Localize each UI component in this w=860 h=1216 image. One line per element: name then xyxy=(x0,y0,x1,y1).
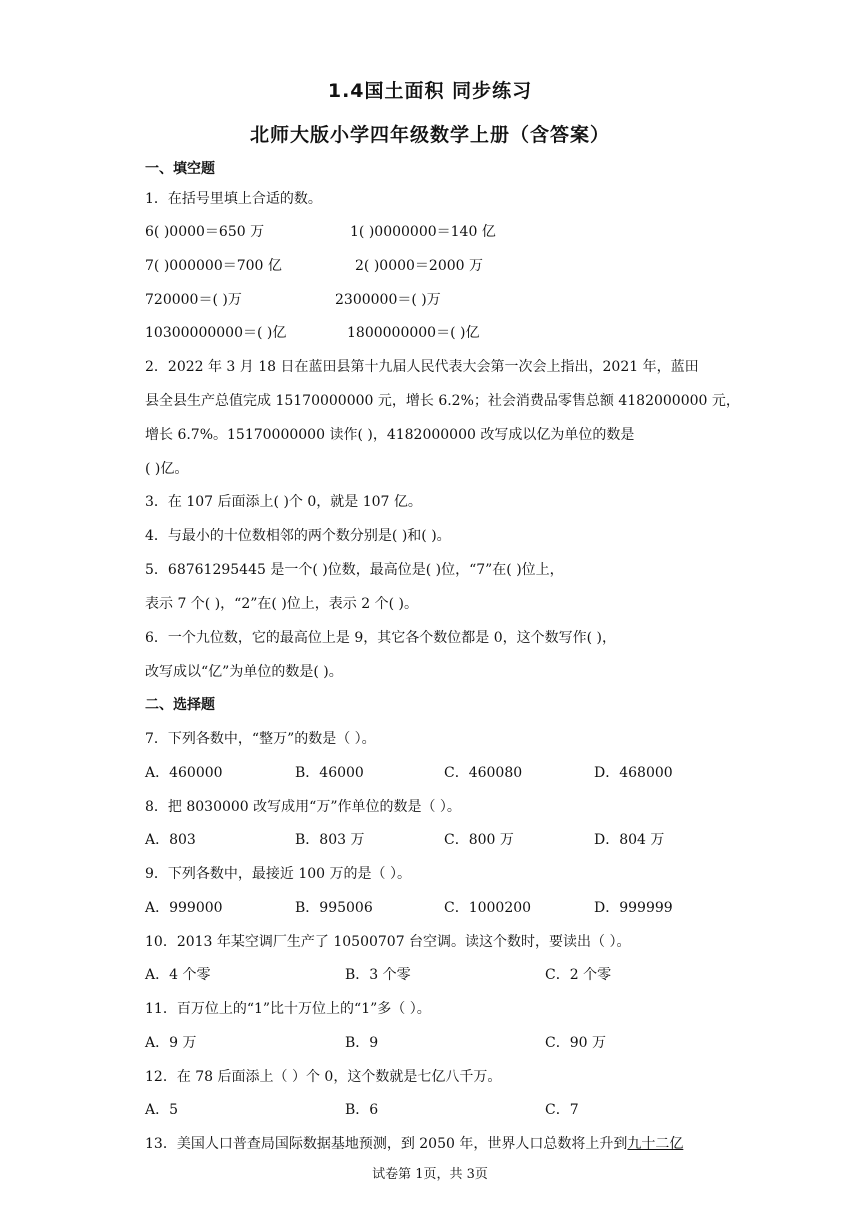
question-11: 11．百万位上的“1”比十万位上的“1”多（ ）。 xyxy=(145,1001,431,1017)
q7-option-a: A．460000 xyxy=(145,765,223,781)
q8-option-b: B．803 万 xyxy=(295,832,365,848)
q1-item: 2( )0000＝2000 万 xyxy=(355,258,483,274)
q8-option-d: D．804 万 xyxy=(594,832,665,848)
question-1: 1．在括号里填上合适的数。 xyxy=(145,191,322,207)
q7-option-d: D．468000 xyxy=(594,765,673,781)
q10-option-a: A．4 个零 xyxy=(145,967,211,983)
question-9: 9．下列各数中，最接近 100 万的是（ ）。 xyxy=(145,866,411,882)
question-2-line: ( )亿。 xyxy=(145,461,189,477)
q12-option-a: A．5 xyxy=(145,1102,179,1118)
q11-option-c: C．90 万 xyxy=(545,1035,606,1051)
q9-option-d: D．999999 xyxy=(594,900,673,916)
q9-option-c: C．1000200 xyxy=(444,900,532,916)
q1-item: 2300000＝( )万 xyxy=(335,292,441,308)
question-6-line: 6．一个九位数，它的最高位上是 9，其它各个数位都是 0，这个数写作( )， xyxy=(145,630,616,646)
question-10: 10．2013 年某空调厂生产了 10500707 台空调。读这个数时，要读出（ ）。 xyxy=(145,934,631,950)
q11-option-b: B．9 xyxy=(345,1035,379,1051)
question-8: 8．把 8030000 改写成用“万”作单位的数是（ ）。 xyxy=(145,799,461,815)
q1-item: 1800000000＝( )亿 xyxy=(347,325,480,341)
question-7: 7．下列各数中，“整万”的数是（ ）。 xyxy=(145,731,376,747)
q10-option-b: B．3 个零 xyxy=(345,967,411,983)
q1-item: 7( )000000＝700 亿 xyxy=(145,258,282,274)
q7-option-c: C．460080 xyxy=(444,765,523,781)
section-heading-choice: 二、选择题 xyxy=(145,697,215,713)
question-2-line: 增长 6.7%。15170000000 读作( )，4182000000 改写成以亿为单位的数是 xyxy=(145,427,635,443)
q1-item: 720000＝( )万 xyxy=(145,292,242,308)
question-2-line: 县全县生产总值完成 15170000000 元，增长 6.2%；社会消费品零售总额 4182000000 元， xyxy=(145,393,740,409)
page-subtitle: 北师大版小学四年级数学上册（含答案） xyxy=(249,124,610,146)
question-3: 3．在 107 后面添上( )个 0，就是 107 亿。 xyxy=(145,494,422,510)
question-5-line: 5．68761295445 是一个( )位数，最高位是( )位，“7”在( )位上， xyxy=(145,562,564,578)
q8-option-c: C．800 万 xyxy=(444,832,514,848)
q12-option-b: B．6 xyxy=(345,1102,379,1118)
question-6-line: 改写成以“亿”为单位的数是( )。 xyxy=(145,664,343,680)
question-13 xyxy=(145,1133,715,1153)
q11-option-a: A．9 万 xyxy=(145,1035,197,1051)
q7-option-b: B．46000 xyxy=(295,765,364,781)
question-13-underlined: 九十二亿 xyxy=(627,1136,684,1152)
question-5-line: 表示 7 个( )，“2”在( )位上，表示 2 个( )。 xyxy=(145,596,418,612)
q9-option-a: A．999000 xyxy=(145,900,223,916)
q12-option-c: C．7 xyxy=(545,1102,579,1118)
page-footer: 试卷第 1页，共 3页 xyxy=(372,1167,488,1182)
section-heading-fill: 一、填空题 xyxy=(145,161,215,177)
question-13-text: 13．美国人口普查局国际数据基地预测，到 2050 年，世界人口总数将上升到 xyxy=(145,1136,628,1152)
question-2-line: 2．2022 年 3 月 18 日在蓝田县第十九届人民代表大会第一次会上指出，2021 年，蓝田 xyxy=(145,359,699,375)
q1-item: 6( )0000＝650 万 xyxy=(145,224,265,240)
q8-option-a: A．803 xyxy=(145,832,196,848)
q1-item: 10300000000＝( )亿 xyxy=(145,325,287,341)
q9-option-b: B．995006 xyxy=(295,900,373,916)
question-12: 12．在 78 后面添上（ ）个 0，这个数就是七亿八千万。 xyxy=(145,1069,502,1085)
page-title: 1.4国土面积 同步练习 xyxy=(327,80,533,102)
q10-option-c: C．2 个零 xyxy=(545,967,612,983)
q1-item: 1( )0000000＝140 亿 xyxy=(350,224,496,240)
question-4: 4．与最小的十位数相邻的两个数分别是( )和( )。 xyxy=(145,528,451,544)
